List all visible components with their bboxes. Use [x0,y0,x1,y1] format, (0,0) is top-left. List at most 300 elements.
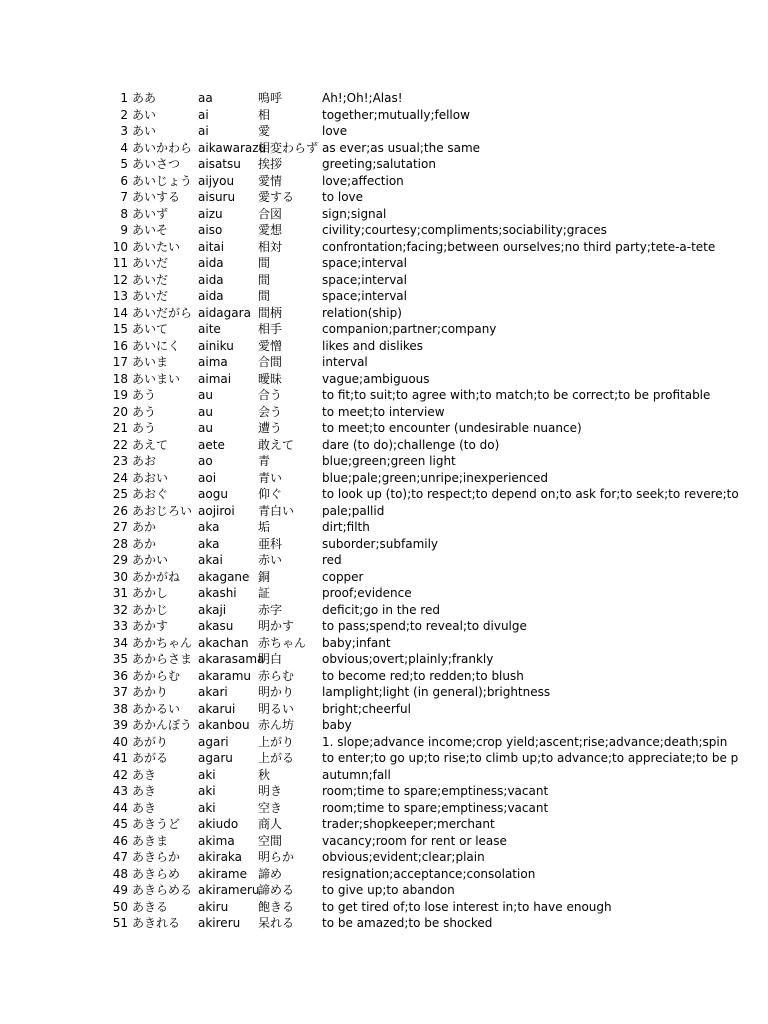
entry-romaji: aogu [198,487,228,501]
table-row [0,420,768,437]
entry-kana: あいず [132,206,169,221]
table-row [0,206,768,223]
entry-romaji: akima [198,833,235,848]
entry-kana: あいだがら [132,305,193,320]
table-row [0,453,768,470]
entry-kanji: 証 [258,586,271,600]
entry-kana: あきらか [132,850,181,864]
entry-meaning: copper [322,569,364,584]
entry-num: 7 [120,190,128,204]
table-row [0,123,768,140]
entry-meaning: love;affection [322,173,404,188]
entry-num: 22 [112,437,128,452]
entry-romaji: aojiroi [198,503,235,518]
entry-meaning: relation(ship) [322,305,402,320]
entry-kana: あき [132,800,157,815]
entry-meaning: sign;signal [322,206,387,221]
table-row [0,717,768,734]
entry-meaning: to look up (to);to respect;to depend on;to ask for;to seek;to revere;to [322,487,739,501]
entry-num: 32 [112,602,128,617]
entry-kana: あう [132,388,157,402]
entry-romaji: akiudo [198,817,239,831]
table-row [0,618,768,635]
entry-meaning: likes and dislikes [322,338,424,353]
entry-meaning: lamplight;light (in general);brightness [322,685,551,699]
table-row [0,816,768,833]
entry-romaji: aisatsu [198,157,241,171]
entry-kana: あお [132,454,157,468]
table-row [0,915,768,932]
entry-meaning: dirt;filth [322,520,370,534]
table-row [0,140,768,157]
entry-meaning: companion;partner;company [322,322,497,336]
entry-kana: あきま [132,833,169,848]
table-row [0,107,768,124]
entry-romaji: aete [198,437,225,452]
entry-kanji: 亜科 [258,536,283,551]
entry-kanji: 相変わらず [258,140,319,155]
entry-kanji: 会う [258,404,283,419]
entry-meaning: together;mutually;fellow [322,107,470,122]
entry-num: 26 [112,503,128,518]
entry-kanji: 飽きる [258,899,295,914]
table-row [0,734,768,751]
entry-romaji: ainiku [198,338,234,353]
entry-kanji: 青白い [258,503,295,518]
entry-kana: あう [132,404,157,419]
entry-num: 45 [112,817,128,831]
entry-kanji: 敢えて [258,437,295,452]
entry-kanji: 呆れる [258,916,295,930]
entry-num: 36 [112,668,128,683]
entry-kanji: 愛憎 [258,338,283,353]
entry-meaning: bright;cheerful [322,701,411,716]
entry-kana: あか [132,536,157,551]
table-row [0,239,768,256]
table-row [0,899,768,916]
table-row [0,503,768,520]
entry-num: 21 [112,421,128,435]
entry-kana: あかるい [132,701,181,716]
table-row [0,552,768,569]
table-row [0,635,768,652]
entry-romaji: aida [198,289,224,303]
entry-romaji: ai [198,124,209,138]
entry-num: 23 [112,454,128,468]
entry-romaji: au [198,421,213,435]
entry-kanji: 垢 [258,520,271,534]
entry-kana: あいまい [132,371,181,386]
entry-kana: あきる [132,899,169,914]
entry-kanji: 相手 [258,322,283,336]
table-row [0,321,768,338]
table-row [0,866,768,883]
entry-num: 6 [120,173,128,188]
entry-num: 50 [112,899,128,914]
entry-romaji: akanbou [198,718,250,732]
entry-num: 4 [120,140,128,155]
table-row [0,354,768,371]
entry-kanji: 嗚呼 [258,91,283,105]
entry-meaning: room;time to spare;emptiness;vacant [322,784,549,798]
entry-kanji: 合う [258,388,283,402]
entry-num: 13 [112,289,128,303]
entry-meaning: vague;ambiguous [322,371,430,386]
entry-kana: あかんぼう [132,718,193,732]
entry-num: 16 [112,338,128,353]
entry-num: 10 [112,239,128,254]
entry-romaji: aoi [198,470,217,485]
table-row [0,833,768,850]
entry-kanji: 赤ん坊 [258,718,295,732]
entry-meaning: Ah!;Oh!;Alas! [322,91,403,105]
entry-kana: あき [132,784,157,798]
entry-num: 3 [120,124,128,138]
entry-meaning: baby;infant [322,635,391,650]
entry-romaji: aka [198,536,220,551]
entry-romaji: aimai [198,371,232,386]
entry-meaning: to pass;spend;to reveal;to divulge [322,619,527,633]
entry-romaji: akasu [198,619,234,633]
entry-meaning: vacancy;room for rent or lease [322,833,507,848]
entry-romaji: akiraka [198,850,243,864]
entry-num: 30 [112,569,128,584]
entry-romaji: akirameru [198,883,260,897]
entry-romaji: aizu [198,206,223,221]
entry-romaji: ao [198,454,213,468]
entry-kanji: 商人 [258,817,283,831]
entry-meaning: to become red;to redden;to blush [322,668,524,683]
entry-meaning: pale;pallid [322,503,385,518]
entry-meaning: proof;evidence [322,586,412,600]
entry-romaji: aidagara [198,305,251,320]
entry-kanji: 間 [258,289,271,303]
table-row [0,338,768,355]
entry-romaji: akachan [198,635,249,650]
entry-kanji: 明かす [258,619,295,633]
entry-romaji: aima [198,355,228,369]
table-row [0,750,768,767]
entry-meaning: to love [322,190,364,204]
entry-kanji: 空間 [258,833,283,848]
entry-num: 38 [112,701,128,716]
entry-kanji: 諦め [258,866,283,881]
entry-meaning: as ever;as usual;the same [322,140,481,155]
entry-num: 33 [112,619,128,633]
entry-num: 35 [112,652,128,666]
entry-num: 8 [120,206,128,221]
entry-kanji: 赤らむ [258,668,295,683]
entry-kanji: 上がり [258,734,295,749]
entry-meaning: love [322,124,348,138]
entry-kana: あいそ [132,223,169,237]
entry-kanji: 愛 [258,124,271,138]
table-row [0,849,768,866]
entry-kana: あかす [132,619,169,633]
table-row [0,173,768,190]
entry-kanji: 明かり [258,685,295,699]
entry-num: 39 [112,718,128,732]
entry-kana: あかり [132,685,169,699]
table-row [0,519,768,536]
entry-romaji: aisuru [198,190,236,204]
entry-kana: あかがね [132,569,181,584]
entry-num: 43 [112,784,128,798]
entry-kanji: 挨拶 [258,157,283,171]
table-row [0,470,768,487]
entry-meaning: to meet;to encounter (undesirable nuance) [322,421,582,435]
entry-romaji: akari [198,685,228,699]
entry-kana: あきらめる [132,883,193,897]
entry-kanji: 間 [258,272,271,287]
entry-meaning: civility;courtesy;compliments;sociability;graces [322,223,607,237]
entry-num: 14 [112,305,128,320]
entry-num: 48 [112,866,128,881]
entry-romaji: aka [198,520,220,534]
entry-kanji: 明るい [258,701,295,716]
table-row [0,536,768,553]
entry-kanji: 仰ぐ [258,487,283,501]
table-row [0,486,768,503]
entry-num: 11 [112,256,128,270]
entry-meaning: space;interval [322,272,407,287]
entry-meaning: 1. slope;advance income;crop yield;ascent;rise;advance;death;spin [322,734,728,749]
entry-kanji: 青 [258,454,271,468]
entry-meaning: deficit;go in the red [322,602,440,617]
table-row [0,668,768,685]
entry-kana: あい [132,107,157,122]
entry-num: 27 [112,520,128,534]
entry-romaji: ai [198,107,209,122]
entry-romaji: akirame [198,866,247,881]
entry-meaning: to enter;to go up;to rise;to climb up;to advance;to appreciate;to be p [322,751,739,765]
table-row [0,255,768,272]
entry-romaji: akarasama [198,652,265,666]
entry-kana: あからむ [132,668,181,683]
entry-kana: あがり [132,734,169,749]
table-row [0,305,768,322]
table-row [0,437,768,454]
entry-romaji: aite [198,322,221,336]
entry-kana: あか [132,520,157,534]
entry-kana: あきらめ [132,866,181,881]
entry-romaji: aki [198,800,216,815]
entry-kanji: 赤字 [258,602,283,617]
entry-kanji: 愛想 [258,223,283,237]
table-row [0,371,768,388]
entry-kana: ああ [132,91,157,105]
entry-kana: あきうど [132,817,181,831]
entry-num: 51 [112,916,128,930]
table-row [0,651,768,668]
entry-meaning: to give up;to abandon [322,883,455,897]
entry-romaji: akiru [198,899,229,914]
table-row [0,222,768,239]
table-row [0,387,768,404]
table-row [0,585,768,602]
entry-meaning: to meet;to interview [322,404,445,419]
entry-meaning: to get tired of;to lose interest in;to have enough [322,899,612,914]
entry-num: 18 [112,371,128,386]
entry-kanji: 愛情 [258,173,283,188]
entry-kana: あいだ [132,289,169,303]
entry-romaji: aa [198,91,213,105]
entry-num: 12 [112,272,128,287]
entry-kana: あいま [132,355,169,369]
entry-romaji: agaru [198,751,233,765]
entry-kana: あう [132,421,157,435]
entry-kana: あいだ [132,272,169,287]
entry-kana: あえて [132,437,169,452]
table-row [0,602,768,619]
entry-kanji: 秋 [258,767,271,782]
table-row [0,288,768,305]
entry-meaning: baby [322,718,352,732]
entry-num: 42 [112,767,128,782]
entry-num: 17 [112,355,128,369]
entry-meaning: red [322,553,342,567]
entry-num: 49 [112,883,128,897]
entry-meaning: autumn;fall [322,767,391,782]
entry-meaning: obvious;evident;clear;plain [322,850,485,864]
entry-meaning: dare (to do);challenge (to do) [322,437,500,452]
entry-num: 44 [112,800,128,815]
entry-kanji: 銅 [258,569,271,584]
entry-num: 31 [112,586,128,600]
entry-romaji: aida [198,272,224,287]
entry-num: 15 [112,322,128,336]
entry-kana: あいたい [132,239,181,254]
entry-kanji: 諦める [258,883,295,897]
entry-num: 2 [120,107,128,122]
table-row [0,701,768,718]
entry-kana: あき [132,767,157,782]
entry-kanji: 赤い [258,553,283,567]
entry-romaji: aiso [198,223,223,237]
entry-num: 29 [112,553,128,567]
table-row [0,569,768,586]
entry-kana: あかい [132,553,169,567]
table-row [0,90,768,107]
entry-num: 34 [112,635,128,650]
entry-kana: あいする [132,190,181,204]
table-row [0,882,768,899]
vocabulary-sheet [0,90,768,940]
entry-romaji: au [198,388,213,402]
entry-kana: あかちゃん [132,635,193,650]
entry-kanji: 空き [258,800,283,815]
table-row [0,800,768,817]
entry-meaning: obvious;overt;plainly;frankly [322,652,494,666]
entry-kanji: 赤ちゃん [258,635,307,650]
entry-num: 40 [112,734,128,749]
entry-romaji: aida [198,256,224,270]
entry-kana: あからさま [132,652,193,666]
entry-kana: あいかわら [132,140,193,155]
entry-meaning: confrontation;facing;between ourselves;no third party;tete-a-tete [322,239,716,254]
entry-romaji: akashi [198,586,237,600]
entry-romaji: aki [198,767,216,782]
entry-kana: あおい [132,470,169,485]
entry-kana: あいさつ [132,157,181,171]
entry-kana: あいて [132,322,169,336]
entry-meaning: resignation;acceptance;consolation [322,866,536,881]
entry-kana: あいじょう [132,173,193,188]
entry-kana: あい [132,124,157,138]
entry-meaning: interval [322,355,368,369]
entry-kanji: 愛する [258,190,295,204]
entry-num: 5 [120,157,128,171]
entry-meaning: to fit;to suit;to agree with;to match;to be correct;to be profitable [322,388,711,402]
entry-kana: あおぐ [132,487,169,501]
entry-kanji: 上がる [258,751,295,765]
entry-num: 28 [112,536,128,551]
entry-num: 41 [112,751,128,765]
entry-meaning: blue;pale;green;unripe;inexperienced [322,470,549,485]
entry-kana: あきれる [132,916,181,930]
entry-num: 46 [112,833,128,848]
entry-romaji: akagane [198,569,250,584]
table-row [0,189,768,206]
table-row [0,684,768,701]
entry-num: 25 [112,487,128,501]
entry-meaning: blue;green;green light [322,454,456,468]
entry-meaning: space;interval [322,289,407,303]
entry-kana: あかし [132,586,169,600]
entry-meaning: to be amazed;to be shocked [322,916,493,930]
entry-kana: あいにく [132,338,181,353]
entry-romaji: aijyou [198,173,235,188]
entry-kanji: 間柄 [258,305,283,320]
entry-romaji: akaramu [198,668,252,683]
table-row [0,404,768,421]
table-row [0,272,768,289]
table-row [0,783,768,800]
entry-kanji: 相 [258,107,271,122]
entry-romaji: akarui [198,701,236,716]
entry-romaji: aki [198,784,216,798]
entry-meaning: trader;shopkeeper;merchant [322,817,495,831]
entry-kana: あがる [132,751,169,765]
entry-meaning: room;time to spare;emptiness;vacant [322,800,549,815]
entry-num: 37 [112,685,128,699]
entry-kanji: 合間 [258,355,283,369]
entry-kanji: 青い [258,470,283,485]
entry-romaji: aitai [198,239,225,254]
entry-romaji: agari [198,734,229,749]
entry-romaji: au [198,404,213,419]
entry-meaning: greeting;salutation [322,157,436,171]
entry-kanji: 合図 [258,206,283,221]
entry-kanji: 曖昧 [258,371,283,386]
entry-romaji: akireru [198,916,241,930]
entry-kana: あかじ [132,602,169,617]
entry-num: 19 [112,388,128,402]
entry-num: 47 [112,850,128,864]
entry-num: 1 [120,91,128,105]
entry-kanji: 明白 [258,652,283,666]
entry-num: 9 [120,223,128,237]
entry-meaning: space;interval [322,256,407,270]
entry-kanji: 明き [258,784,283,798]
entry-meaning: suborder;subfamily [322,536,439,551]
entry-kana: あいだ [132,256,169,270]
table-row [0,767,768,784]
entry-romaji: akai [198,553,223,567]
entry-kanji: 相対 [258,239,283,254]
entry-romaji: akaji [198,602,227,617]
entry-kana: あおじろい [132,503,193,518]
